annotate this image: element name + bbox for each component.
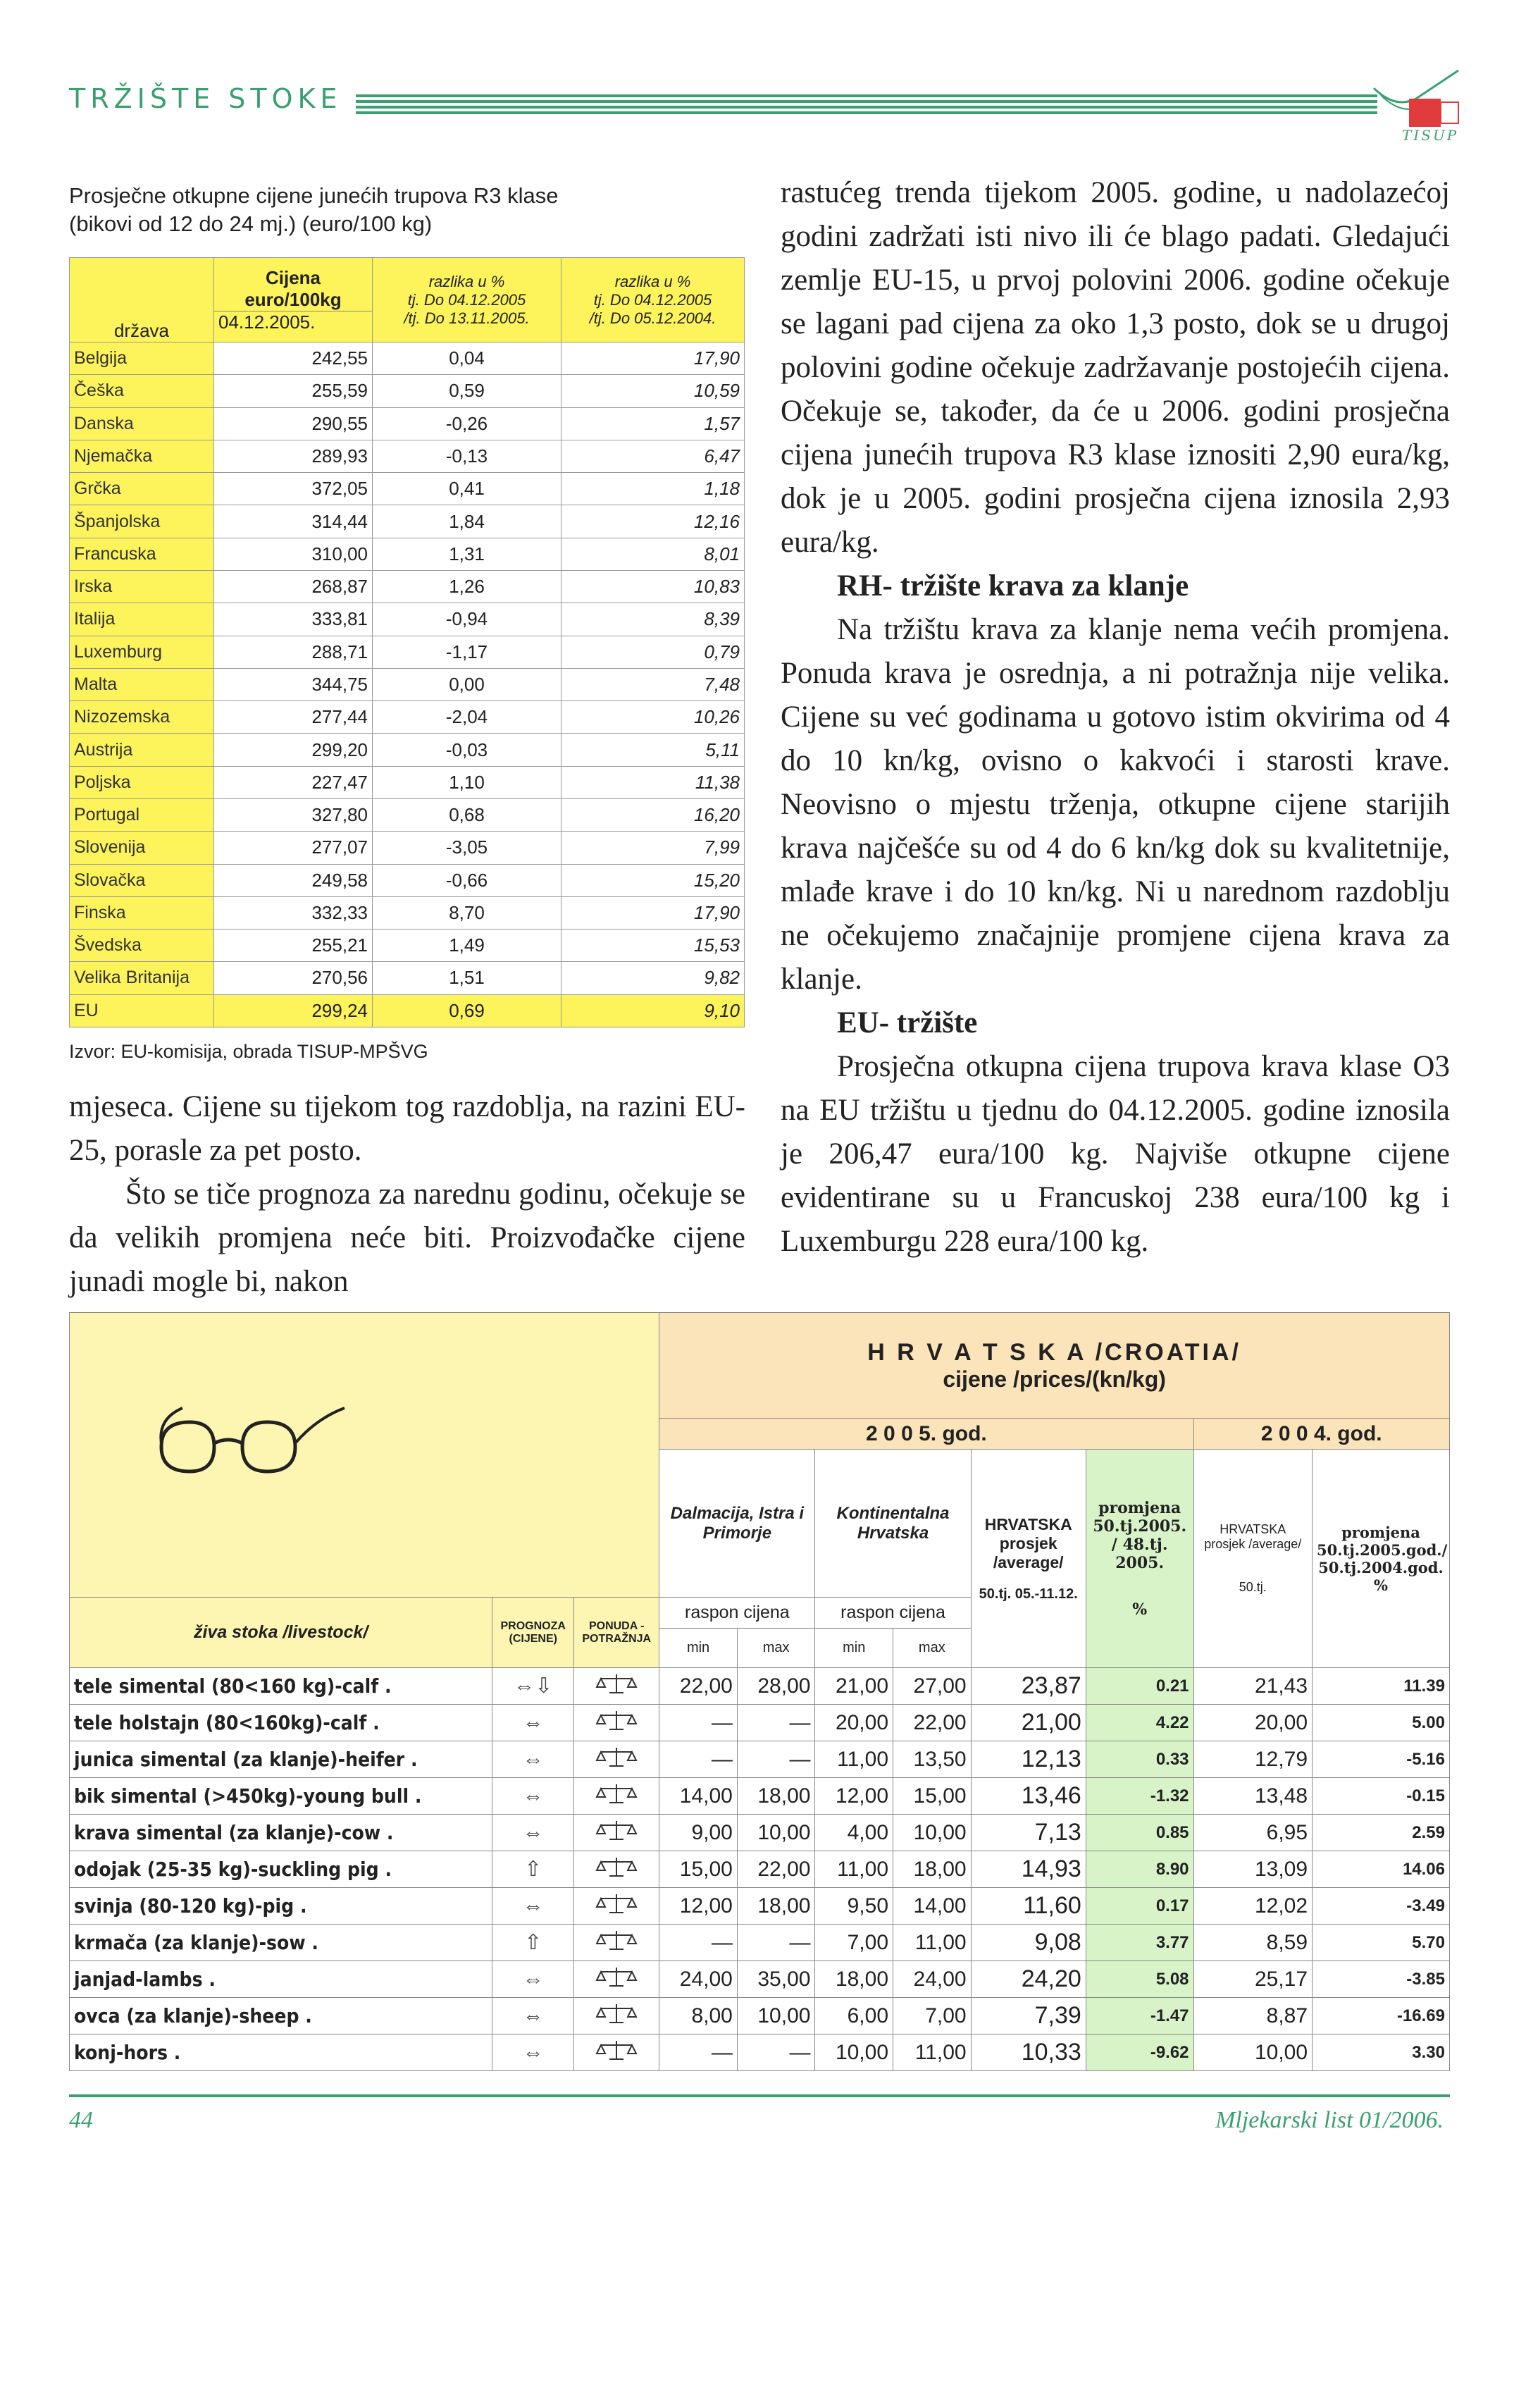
- eu-table-row: [70, 701, 745, 734]
- eu-country-cell: Poljska: [70, 766, 214, 798]
- forecast-arrow-icon: ⇔: [492, 1815, 574, 1851]
- forecast-arrow-icon: ⇔: [492, 1888, 574, 1925]
- forecast-arrow-icon: ⇧: [492, 1925, 574, 1961]
- eu-country-cell: Danska: [70, 407, 214, 440]
- balance-scale-icon: [595, 1965, 638, 1989]
- kontinent-min-cell: 21,00: [815, 1668, 893, 1705]
- forecast-arrow-icon: ⇔: [492, 2035, 574, 2071]
- eu-table-row: [70, 375, 745, 407]
- kontinent-min-cell: 12,00: [815, 1778, 893, 1815]
- eu-diff-week-cell: 0,59: [373, 375, 561, 407]
- kontinent-min-cell: 9,50: [815, 1888, 893, 1925]
- livestock-name-cell: svinja (80-120 kg)-pig .: [70, 1888, 492, 1925]
- balance-scale-icon: [595, 1745, 638, 1769]
- change-2005-cell: 5.08: [1086, 1961, 1193, 1998]
- kontinent-max-cell: 15,00: [893, 1778, 972, 1815]
- dalmacija-min-cell: 8,00: [659, 1998, 738, 2035]
- eu-price-cell: 310,00: [214, 538, 373, 570]
- balance-scale-icon: [595, 1782, 638, 1805]
- eu-table-row: [70, 962, 745, 994]
- change-2004-cell: 2.59: [1313, 1815, 1450, 1851]
- kontinent-max-cell: 11,00: [893, 1925, 972, 1961]
- forecast-arrow-icon: ⇔: [492, 1961, 574, 1998]
- livestock-name-cell: junica simental (za klanje)-heifer .: [70, 1741, 492, 1778]
- scale-icon: [574, 1705, 659, 1741]
- hr-table-row: [70, 1705, 1450, 1741]
- balance-scale-icon: [595, 1855, 638, 1879]
- forecast-arrow-icon: ⇧: [492, 1851, 574, 1888]
- glasses-cell: [70, 1313, 659, 1598]
- eu-country-cell: Finska: [70, 896, 214, 929]
- dalmacija-min-cell: 9,00: [659, 1815, 738, 1851]
- livestock-name-cell: konj-hors .: [70, 2035, 492, 2071]
- eu-country-cell: Slovačka: [70, 864, 214, 896]
- col-price: Cijena euro/100kg 04.12.2005.: [214, 258, 373, 342]
- hr-table-row: [70, 1741, 1450, 1778]
- eu-price-cell: 299,20: [214, 734, 373, 766]
- avg-2005-cell: 11,60: [971, 1888, 1086, 1925]
- balance-scale-icon: [595, 1818, 638, 1842]
- max-header: max: [737, 1629, 815, 1668]
- kontinent-min-cell: 11,00: [815, 1741, 893, 1778]
- eu-price-cell: 242,55: [214, 342, 373, 375]
- eu-diff-year-cell: 6,47: [561, 440, 745, 472]
- dalmacija-max-cell: 18,00: [737, 1778, 815, 1815]
- kontinent-max-cell: 22,00: [893, 1705, 972, 1741]
- eu-diff-year-cell: 11,38: [561, 766, 745, 798]
- hr-table-row: [70, 1961, 1450, 1998]
- dalmacija-max-cell: —: [737, 1925, 815, 1961]
- eu-price-cell: 372,05: [214, 473, 373, 505]
- avg-2004-cell: 25,17: [1193, 1961, 1313, 1998]
- eu-price-cell: 314,44: [214, 505, 373, 538]
- eu-country-cell: EU: [70, 994, 214, 1027]
- eu-price-cell: 299,24: [214, 994, 373, 1027]
- eu-country-cell: Malta: [70, 668, 214, 700]
- eu-country-cell: Španjolska: [70, 505, 214, 538]
- avg-2004-cell: 13,09: [1193, 1851, 1313, 1888]
- livestock-name-cell: odojak (25-35 kg)-suckling pig .: [70, 1851, 492, 1888]
- change-2005-cell: -1.32: [1086, 1778, 1193, 1815]
- journal-name: Mljekarski list 01/2006.: [1215, 2107, 1444, 2133]
- avg-2005-cell: 7,39: [971, 1998, 1086, 2035]
- eu-country-cell: Austrija: [70, 734, 214, 766]
- eu-diff-week-cell: 0,41: [373, 473, 561, 505]
- eu-diff-week-cell: 1,26: [373, 570, 561, 603]
- eu-diff-week-cell: 1,51: [373, 962, 561, 994]
- change-2004-cell: 14.06: [1313, 1851, 1450, 1888]
- scale-icon: [574, 1815, 659, 1851]
- eu-diff-year-cell: 7,99: [561, 832, 745, 864]
- eu-price-cell: 249,58: [214, 864, 373, 896]
- kontinent-min-cell: 6,00: [815, 1998, 893, 2035]
- right-column-text: [781, 171, 1450, 1264]
- forecast-arrow-icon: ⇔: [492, 1998, 574, 2035]
- eu-table-row: [70, 636, 745, 668]
- scale-icon: [574, 1998, 659, 2035]
- scale-icon: [574, 1925, 659, 1961]
- eu-diff-year-cell: 5,11: [561, 734, 745, 766]
- dalmacija-max-cell: —: [737, 1705, 815, 1741]
- livestock-name-cell: bik simental (>450kg)-young bull .: [70, 1778, 492, 1815]
- min-header: min: [659, 1629, 738, 1668]
- eu-diff-year-cell: 10,83: [561, 570, 745, 603]
- range-kontinent-header: raspon cijena: [815, 1598, 971, 1629]
- eu-table-row: [70, 798, 745, 831]
- glasses-icon: [154, 1404, 366, 1503]
- eu-country-cell: Luxemburg: [70, 636, 214, 668]
- right-paragraph-2: Na tržištu krava za klanje nema većih promjena. Ponuda krava je osrednja, a ni potražnja nije velika. Cijene su već godinama u gotovo istim okvirima od 4 do 10 kn/kg, ovisno o kakvoći i starosti krave. Neovisno o mjestu trženja, otkupne cijene starijih krava najčešće su od 4 do 6 kn/kg dok su kvalitetnije, mlađe krave i do 10 kn/kg. Ni u narednom razdoblju ne očekujemo značajnije promjene cijena krava za klanje.: [781, 613, 1450, 996]
- change-2004-cell: 3.30: [1313, 2035, 1450, 2071]
- kontinent-min-cell: 11,00: [815, 1851, 893, 1888]
- left-paragraph-1: mjeseca. Cijene su tijekom tog razdoblja, na razini EU-25, porasle za pet posto.: [69, 1090, 745, 1167]
- forecast-arrow-icon: ⇔: [492, 1741, 574, 1778]
- avg-2005-cell: 14,93: [971, 1851, 1086, 1888]
- eu-diff-year-cell: 10,59: [561, 375, 745, 407]
- eu-country-cell: Grčka: [70, 473, 214, 505]
- kontinent-header: Kontinentalna Hrvatska: [815, 1450, 971, 1598]
- avg-2005-cell: 9,08: [971, 1925, 1086, 1961]
- change-2005-cell: -1.47: [1086, 1998, 1193, 2035]
- tisup-logo: [1367, 67, 1465, 144]
- forecast-arrow-icon: ⇔: [492, 1778, 574, 1815]
- croatia-price-table-wrap: [69, 1312, 1450, 2408]
- hr-table-row: [70, 1668, 1450, 1705]
- hr-table-row: [70, 1778, 1450, 1815]
- eu-diff-year-cell: 8,01: [561, 538, 745, 570]
- hr-table-row: [70, 1888, 1450, 1925]
- eu-diff-year-cell: 8,39: [561, 603, 745, 636]
- right-paragraph-1: rastućeg trenda tijekom 2005. godine, u nadolazećoj godini zadržati isti nivo ili će blago padati. Gledajući zemlje EU-15, u prvoj polovini 2006. godine očekuje se lagani pad cijena za oko 1,3 posto, dok se u drugoj polovini godine očekuje zadržavanje postojećih cijena. Očekuje se, također, da će u 2006. godini prosječna cijena junećih trupova R3 klase iznositi 2,90 eura/kg, dok je u 2005. godini prosječna cijena iznosila 2,93 eura/kg.: [781, 176, 1450, 559]
- eu-diff-year-cell: 10,26: [561, 701, 745, 734]
- avg-2005-cell: 12,13: [971, 1741, 1086, 1778]
- eu-table-row: [70, 342, 745, 375]
- col-diff-year: razlika u % tj. Do 04.12.2005 /tj. Do 05.12.2004.: [561, 258, 745, 342]
- eu-diff-week-cell: -2,04: [373, 701, 561, 734]
- avg-2004-cell: 12,79: [1193, 1741, 1313, 1778]
- dalmacija-min-cell: —: [659, 1925, 738, 1961]
- balance-scale-icon: [595, 2038, 638, 2062]
- avg-2005-cell: 13,46: [971, 1778, 1086, 1815]
- page-number: 44: [69, 2107, 93, 2133]
- livestock-name-cell: tele simental (80<160 kg)-calf .: [70, 1668, 492, 1705]
- avg-2004-cell: 8,59: [1193, 1925, 1313, 1961]
- dalmacija-max-cell: 10,00: [737, 1815, 815, 1851]
- eu-country-cell: Češka: [70, 375, 214, 407]
- eu-diff-week-cell: -3,05: [373, 832, 561, 864]
- eu-diff-year-cell: 0,79: [561, 636, 745, 668]
- change-2005-cell: 0.17: [1086, 1888, 1193, 1925]
- scale-icon: [574, 1668, 659, 1705]
- eu-price-cell: 227,47: [214, 766, 373, 798]
- eu-diff-week-cell: -1,17: [373, 636, 561, 668]
- forecast-header: PROGNOZA (CIJENE): [492, 1598, 574, 1668]
- hr-table-row: [70, 1925, 1450, 1961]
- dalmacija-max-cell: 35,00: [737, 1961, 815, 1998]
- eu-price-cell: 288,71: [214, 636, 373, 668]
- dalmacija-header: Dalmacija, Istra i Primorje: [659, 1450, 815, 1598]
- eu-diff-week-cell: 0,68: [373, 798, 561, 831]
- eu-table-row: [70, 832, 745, 864]
- col-diff-week: razlika u % tj. Do 04.12.2005 /tj. Do 13.11.2005.: [373, 258, 561, 342]
- change-2004-header: promjena 50.tj.2005.god./ 50.tj.2004.god. %: [1313, 1450, 1450, 1668]
- eu-diff-week-cell: -0,66: [373, 864, 561, 896]
- eu-country-cell: Nizozemska: [70, 701, 214, 734]
- scale-icon: [574, 1741, 659, 1778]
- eu-table-row: [70, 538, 745, 570]
- supply-demand-header: PONUDA - POTRAŽNJA: [574, 1598, 659, 1668]
- avg-2005-header: HRVATSKA prosjek /average/ 50.tj. 05.-11.12.: [971, 1450, 1086, 1668]
- eu-country-cell: Italija: [70, 603, 214, 636]
- eu-diff-year-cell: 15,53: [561, 930, 745, 962]
- dalmacija-max-cell: —: [737, 2035, 815, 2071]
- livestock-header: živa stoka /livestock/: [70, 1598, 492, 1668]
- change-2005-cell: 0.33: [1086, 1741, 1193, 1778]
- kontinent-max-cell: 11,00: [893, 2035, 972, 2071]
- logo-text: TISUP: [1402, 127, 1459, 144]
- change-2005-cell: 0.85: [1086, 1815, 1193, 1851]
- eu-diff-year-cell: 16,20: [561, 798, 745, 831]
- eu-diff-week-cell: 1,84: [373, 505, 561, 538]
- eu-diff-week-cell: -0,13: [373, 440, 561, 472]
- year-2004-header: 2 0 0 4. god.: [1193, 1419, 1449, 1450]
- livestock-name-cell: krmača (za klanje)-sow .: [70, 1925, 492, 1961]
- eu-price-table: [69, 257, 745, 1027]
- avg-2005-cell: 24,20: [971, 1961, 1086, 1998]
- kontinent-min-cell: 18,00: [815, 1961, 893, 1998]
- change-2005-cell: -9.62: [1086, 2035, 1193, 2071]
- eu-country-cell: Slovenija: [70, 832, 214, 864]
- eu-table-row: [70, 766, 745, 798]
- change-2005-header: promjena 50.tj.2005. / 48.tj. 2005. %: [1086, 1450, 1193, 1668]
- eu-table-row: [70, 896, 745, 929]
- eu-diff-year-cell: 1,57: [561, 407, 745, 440]
- balance-scale-icon: [595, 1672, 638, 1696]
- eu-price-cell: 290,55: [214, 407, 373, 440]
- left-paragraph-2: Što se tiče prognoza za narednu godinu, očekuje se da velikih promjena neće biti. Proizvođačke cijene junadi mogle bi, nakon: [69, 1178, 745, 1298]
- eu-diff-year-cell: 15,20: [561, 864, 745, 896]
- col-country: država: [70, 258, 214, 342]
- livestock-name-cell: krava simental (za klanje)-cow .: [70, 1815, 492, 1851]
- eu-country-cell: Velika Britanija: [70, 962, 214, 994]
- change-2004-cell: 5.70: [1313, 1925, 1450, 1961]
- avg-2004-cell: 13,48: [1193, 1778, 1313, 1815]
- eu-diff-week-cell: 1,10: [373, 766, 561, 798]
- dalmacija-min-cell: 22,00: [659, 1668, 738, 1705]
- footer-rule: [69, 2094, 1450, 2097]
- scale-icon: [574, 2035, 659, 2071]
- eu-diff-year-cell: 7,48: [561, 668, 745, 700]
- eu-diff-year-cell: 17,90: [561, 896, 745, 929]
- change-2005-cell: 8.90: [1086, 1851, 1193, 1888]
- eu-price-cell: 268,87: [214, 570, 373, 603]
- balance-scale-icon: [595, 1891, 638, 1915]
- scale-icon: [574, 1961, 659, 1998]
- change-2004-cell: -0.15: [1313, 1778, 1450, 1815]
- eu-diff-year-cell: 9,82: [561, 962, 745, 994]
- eu-diff-year-cell: 12,16: [561, 505, 745, 538]
- dalmacija-max-cell: 10,00: [737, 1998, 815, 2035]
- eu-table-row: [70, 734, 745, 766]
- eu-diff-week-cell: -0,26: [373, 407, 561, 440]
- eu-country-cell: Francuska: [70, 538, 214, 570]
- forecast-arrow-icon: ⇔⇩: [492, 1668, 574, 1705]
- dalmacija-max-cell: 22,00: [737, 1851, 815, 1888]
- avg-2004-cell: 20,00: [1193, 1705, 1313, 1741]
- header-rule: [356, 92, 1377, 120]
- dalmacija-max-cell: 28,00: [737, 1668, 815, 1705]
- avg-2004-cell: 21,43: [1193, 1668, 1313, 1705]
- range-dalmacija-header: raspon cijena: [659, 1598, 815, 1629]
- avg-2004-header: HRVATSKA prosjek /average/ 50.tj.: [1193, 1450, 1313, 1668]
- avg-2004-cell: 10,00: [1193, 2035, 1313, 2071]
- avg-2005-cell: 21,00: [971, 1705, 1086, 1741]
- eu-table-row: [70, 994, 745, 1027]
- change-2004-cell: -3.49: [1313, 1888, 1450, 1925]
- scale-icon: [574, 1851, 659, 1888]
- kontinent-min-cell: 4,00: [815, 1815, 893, 1851]
- kontinent-max-cell: 18,00: [893, 1851, 972, 1888]
- dalmacija-min-cell: —: [659, 2035, 738, 2071]
- eu-table-row: [70, 505, 745, 538]
- eu-diff-year-cell: 1,18: [561, 473, 745, 505]
- avg-2005-cell: 23,87: [971, 1668, 1086, 1705]
- avg-2004-cell: 6,95: [1193, 1815, 1313, 1851]
- eu-table-caption: Prosječne otkupne cijene junećih trupova R3 klase (bikovi od 12 do 24 mj.) (euro/100 kg): [69, 183, 559, 236]
- hr-table-row: [70, 2035, 1450, 2071]
- eu-price-cell: 332,33: [214, 896, 373, 929]
- eu-diff-week-cell: 8,70: [373, 896, 561, 929]
- eu-price-cell: 255,21: [214, 930, 373, 962]
- eu-diff-week-cell: 0,04: [373, 342, 561, 375]
- livestock-name-cell: ovca (za klanje)-sheep .: [70, 1998, 492, 2035]
- forecast-arrow-icon: ⇔: [492, 1705, 574, 1741]
- change-2005-cell: 3.77: [1086, 1925, 1193, 1961]
- kontinent-min-cell: 20,00: [815, 1705, 893, 1741]
- dalmacija-min-cell: 24,00: [659, 1961, 738, 1998]
- year-2005-header: 2 0 0 5. god.: [659, 1419, 1193, 1450]
- change-2005-cell: 0.21: [1086, 1668, 1193, 1705]
- eu-price-cell: 344,75: [214, 668, 373, 700]
- change-2004-cell: 5.00: [1313, 1705, 1450, 1741]
- eu-diff-week-cell: 1,49: [373, 930, 561, 962]
- balance-scale-icon: [595, 1708, 638, 1732]
- avg-2005-cell: 7,13: [971, 1815, 1086, 1851]
- kontinent-max-cell: 13,50: [893, 1741, 972, 1778]
- subheading-rh-cows: RH- tržište krava za klanje: [837, 569, 1189, 603]
- hr-table-row: [70, 1815, 1450, 1851]
- change-2004-cell: -16.69: [1313, 1998, 1450, 2035]
- dalmacija-max-cell: —: [737, 1741, 815, 1778]
- livestock-name-cell: tele holstajn (80<160kg)-calf .: [70, 1705, 492, 1741]
- eu-table-row: [70, 668, 745, 700]
- eu-price-cell: 270,56: [214, 962, 373, 994]
- change-2004-cell: -3.85: [1313, 1961, 1450, 1998]
- scale-icon: [574, 1888, 659, 1925]
- subheading-eu-market: EU- tržište: [837, 1006, 978, 1039]
- eu-diff-year-cell: 17,90: [561, 342, 745, 375]
- eu-country-cell: Irska: [70, 570, 214, 603]
- eu-price-cell: 277,44: [214, 701, 373, 734]
- livestock-name-cell: janjad-lambs .: [70, 1961, 492, 1998]
- eu-price-cell: 289,93: [214, 440, 373, 472]
- hr-table-row: [70, 1851, 1450, 1888]
- hr-table-row: [70, 1998, 1450, 2035]
- dalmacija-min-cell: —: [659, 1705, 738, 1741]
- eu-table-row: [70, 440, 745, 472]
- eu-table-row: [70, 473, 745, 505]
- eu-diff-week-cell: -0,03: [373, 734, 561, 766]
- section-title: TRŽIŠTE STOKE: [69, 83, 342, 114]
- kontinent-max-cell: 10,00: [893, 1815, 972, 1851]
- avg-2004-cell: 8,87: [1193, 1998, 1313, 2035]
- hr-table-title: H R V A T S K A /CROATIA/ cijene /prices/(kn/kg): [659, 1313, 1450, 1419]
- eu-table-row: [70, 407, 745, 440]
- kontinent-max-cell: 7,00: [893, 1998, 972, 2035]
- balance-scale-icon: [595, 2001, 638, 2025]
- scale-icon: [574, 1778, 659, 1815]
- eu-country-cell: Švedska: [70, 930, 214, 962]
- dalmacija-max-cell: 18,00: [737, 1888, 815, 1925]
- eu-price-cell: 327,80: [214, 798, 373, 831]
- avg-2005-cell: 10,33: [971, 2035, 1086, 2071]
- eu-diff-week-cell: -0,94: [373, 603, 561, 636]
- eu-diff-year-cell: 9,10: [561, 994, 745, 1027]
- balance-scale-icon: [595, 1928, 638, 1952]
- eu-diff-week-cell: 0,69: [373, 994, 561, 1027]
- eu-table-row: [70, 864, 745, 896]
- left-column-text: [69, 1085, 745, 1304]
- kontinent-max-cell: 27,00: [893, 1668, 972, 1705]
- eu-price-cell: 255,59: [214, 375, 373, 407]
- change-2005-cell: 4.22: [1086, 1705, 1193, 1741]
- kontinent-min-cell: 7,00: [815, 1925, 893, 1961]
- eu-country-cell: Njemačka: [70, 440, 214, 472]
- kontinent-max-cell: 24,00: [893, 1961, 972, 1998]
- min-header: min: [815, 1629, 893, 1668]
- dalmacija-min-cell: 12,00: [659, 1888, 738, 1925]
- dalmacija-min-cell: 14,00: [659, 1778, 738, 1815]
- eu-diff-week-cell: 0,00: [373, 668, 561, 700]
- eu-price-cell: 333,81: [214, 603, 373, 636]
- max-header: max: [893, 1629, 972, 1668]
- change-2004-cell: -5.16: [1313, 1741, 1450, 1778]
- avg-2004-cell: 12,02: [1193, 1888, 1313, 1925]
- dalmacija-min-cell: —: [659, 1741, 738, 1778]
- eu-table-row: [70, 930, 745, 962]
- croatia-price-table: [69, 1312, 1450, 2071]
- eu-diff-week-cell: 1,31: [373, 538, 561, 570]
- dalmacija-min-cell: 15,00: [659, 1851, 738, 1888]
- eu-table-row: [70, 570, 745, 603]
- kontinent-min-cell: 10,00: [815, 2035, 893, 2071]
- eu-country-cell: Belgija: [70, 342, 214, 375]
- right-paragraph-3: Prosječna otkupna cijena trupova krava klase O3 na EU tržištu u tjednu do 04.12.2005. godine iznosila je 206,47 eura/100 kg. Najviše otkupne cijene evidentirane su u Francuskoj 238 eura/100 kg i Luxemburgu 228 eura/100 kg.: [781, 1050, 1450, 1258]
- kontinent-max-cell: 14,00: [893, 1888, 972, 1925]
- eu-country-cell: Portugal: [70, 798, 214, 831]
- change-2004-cell: 11.39: [1313, 1668, 1450, 1705]
- eu-table-row: [70, 603, 745, 636]
- eu-table-source: Izvor: EU-komisija, obrada TISUP-MPŠVG: [69, 1041, 428, 1062]
- eu-price-cell: 277,07: [214, 832, 373, 864]
